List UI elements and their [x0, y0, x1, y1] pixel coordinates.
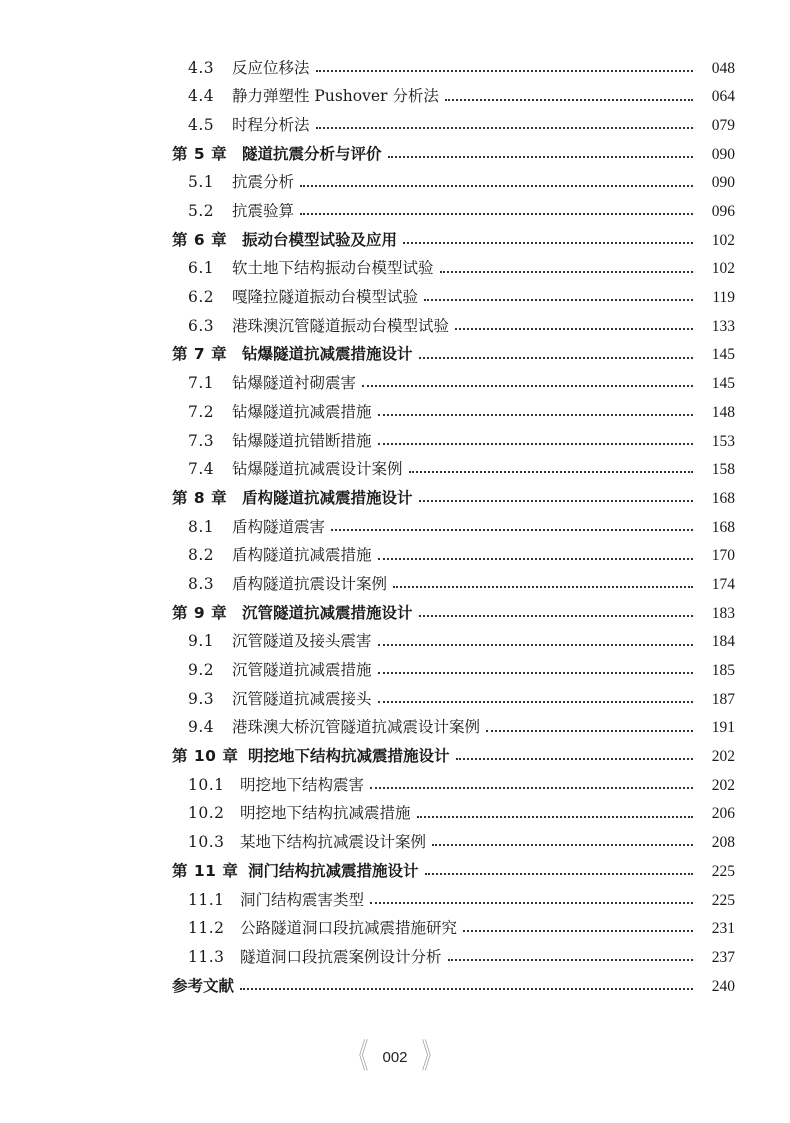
toc-section-entry[interactable] [0, 370, 790, 399]
dot-leader [403, 241, 693, 244]
toc-entry-page: 064 [711, 88, 735, 106]
toc-entry-number: 6.3 [188, 316, 215, 335]
toc-section-entry[interactable] [0, 943, 790, 972]
toc-entry-page: 133 [711, 317, 735, 335]
toc-entry-title: 振动台模型试验及应用 [242, 230, 398, 249]
toc-entry-title: 静力弹塑性 Pushover 分析法 [232, 87, 439, 106]
dot-leader [456, 757, 693, 760]
dot-leader [409, 470, 693, 473]
toc-entry-number: 8.3 [188, 574, 215, 593]
toc-entry-number: 第 8 章 [172, 488, 228, 507]
dot-leader [316, 126, 693, 129]
toc-entry-title: 港珠澳大桥沉管隧道抗减震设计案例 [232, 718, 481, 737]
toc-section-entry[interactable] [0, 685, 790, 714]
toc-entry-title: 盾构隧道抗减震措施 [232, 546, 372, 565]
dot-leader [424, 298, 693, 301]
toc-entry-title: 隧道洞口段抗震案例设计分析 [240, 947, 442, 966]
toc-section-entry[interactable] [0, 915, 790, 944]
toc-entry-title: 抗震分析 [232, 173, 295, 192]
toc-entry-page: 184 [711, 633, 735, 651]
dot-leader [432, 843, 693, 846]
dot-leader [240, 987, 693, 990]
toc-entry-page: 191 [711, 719, 735, 737]
toc-entry-number: 4.4 [188, 87, 215, 106]
toc-entry-page: 183 [711, 604, 735, 622]
toc-entry-page: 206 [711, 805, 735, 823]
toc-entry-page: 168 [711, 489, 735, 507]
dot-leader [440, 270, 693, 273]
dot-leader [378, 442, 693, 445]
toc-entry-number: 第 10 章 [172, 747, 239, 766]
toc-section-entry[interactable] [0, 886, 790, 915]
toc-entry-title: 港珠澳沉管隧道振动台模型试验 [232, 316, 450, 335]
dot-leader [316, 69, 693, 72]
toc-entry-title: 钻爆隧道衬砌震害 [232, 374, 357, 393]
toc-entry-page: 102 [711, 231, 735, 249]
toc-entry-number: 6.1 [188, 259, 215, 278]
dot-leader [463, 929, 693, 932]
toc-entry-page: 240 [711, 977, 735, 995]
dot-leader [419, 614, 693, 617]
dot-leader [362, 384, 693, 387]
toc-entry-number: 4.5 [188, 115, 215, 134]
toc-chapter-entry[interactable] [0, 140, 790, 169]
toc-entry-page: 148 [711, 403, 735, 421]
toc-entry-title: 沉管隧道抗减震措施设计 [242, 603, 413, 622]
toc-section-entry[interactable] [0, 255, 790, 284]
toc-section-entry[interactable] [0, 456, 790, 485]
toc-entry-page: 153 [711, 432, 735, 450]
toc-entry-page: 208 [711, 834, 735, 852]
toc-chapter-entry[interactable] [0, 857, 790, 886]
toc-entry-page: 174 [711, 575, 735, 593]
toc-entry-title: 盾构隧道抗震设计案例 [232, 574, 388, 593]
toc-entry-references[interactable] [0, 972, 790, 1001]
toc-entry-page: 096 [711, 203, 735, 221]
toc-entry-title: 明挖地下结构抗减震措施 [240, 804, 411, 823]
toc-section-entry[interactable] [0, 111, 790, 140]
toc-entry-number: 7.4 [188, 460, 215, 479]
toc-chapter-entry[interactable] [0, 341, 790, 370]
toc-chapter-entry[interactable] [0, 599, 790, 628]
toc-entry-page: 185 [711, 662, 735, 680]
toc-entry-title: 某地下结构抗减震设计案例 [240, 833, 427, 852]
toc-section-entry[interactable] [0, 83, 790, 112]
toc-entry-page: 225 [711, 891, 735, 909]
toc-entry-number: 5.1 [188, 173, 215, 192]
toc-entry-title: 盾构隧道抗减震措施设计 [242, 488, 413, 507]
toc-entry-number: 5.2 [188, 202, 215, 221]
toc-entry-number: 9.1 [188, 632, 215, 651]
dot-leader [378, 671, 693, 674]
toc-entry-number: 9.2 [188, 661, 215, 680]
toc-entry-page: 202 [711, 748, 735, 766]
toc-entry-page: 102 [711, 260, 735, 278]
toc-entry-title: 钻爆隧道抗减震措施 [232, 402, 372, 421]
toc-entry-title: 隧道抗震分析与评价 [242, 144, 382, 163]
dot-leader [393, 585, 693, 588]
toc-entry-title: 盾构隧道震害 [232, 517, 326, 536]
toc-section-entry[interactable] [0, 570, 790, 599]
toc-entry-title: 明挖地下结构抗减震措施设计 [248, 747, 450, 766]
toc-section-entry[interactable] [0, 829, 790, 858]
toc-section-entry[interactable] [0, 312, 790, 341]
toc-entry-number: 8.2 [188, 546, 215, 565]
toc-section-entry[interactable] [0, 800, 790, 829]
toc-chapter-entry[interactable] [0, 226, 790, 255]
toc-section-entry[interactable] [0, 427, 790, 456]
toc-entry-number: 7.3 [188, 431, 215, 450]
toc-entry-title: 反应位移法 [232, 58, 310, 77]
dot-leader [419, 499, 693, 502]
toc-entry-number: 第 9 章 [172, 603, 228, 622]
dot-leader [448, 958, 693, 961]
toc-entry-page: 237 [711, 948, 735, 966]
toc-section-entry[interactable] [0, 542, 790, 571]
toc-entry-page: 231 [711, 920, 735, 938]
toc-entry-page: 048 [711, 59, 735, 77]
dot-leader [300, 184, 693, 187]
toc-section-entry[interactable] [0, 656, 790, 685]
toc-entry-page: 187 [711, 690, 735, 708]
toc-entry-page: 158 [711, 461, 735, 479]
toc-entry-title: 沉管隧道抗减震接头 [232, 689, 372, 708]
toc-entry-title: 抗震验算 [232, 202, 295, 221]
toc-entry-number: 10.1 [188, 775, 225, 794]
toc-entry-number: 第 6 章 [172, 230, 228, 249]
dot-leader [378, 413, 693, 416]
toc-entry-number: 第 5 章 [172, 144, 228, 163]
toc-section-entry[interactable] [0, 513, 790, 542]
dot-leader [388, 155, 693, 158]
toc-section-entry[interactable] [0, 628, 790, 657]
dot-leader [425, 872, 693, 875]
toc-section-entry[interactable] [0, 197, 790, 226]
toc-section-entry[interactable] [0, 284, 790, 313]
toc-chapter-entry[interactable] [0, 484, 790, 513]
dot-leader [378, 700, 693, 703]
toc-entry-page: 168 [711, 518, 735, 536]
toc-entry-page: 170 [711, 547, 735, 565]
toc-entry-number: 10.2 [188, 804, 225, 823]
toc-entry-page: 145 [711, 346, 735, 364]
dot-leader [378, 643, 693, 646]
dot-leader [300, 212, 693, 215]
toc-entry-page: 079 [711, 116, 735, 134]
toc-entry-title: 洞门结构抗减震措施设计 [248, 861, 419, 880]
toc-section-entry[interactable] [0, 169, 790, 198]
toc-entry-page: 090 [711, 174, 735, 192]
left-ornament-icon: 《 [350, 1037, 369, 1077]
dot-leader [445, 98, 693, 101]
toc-entry-number: 6.2 [188, 288, 215, 307]
toc-entry-page: 225 [711, 862, 735, 880]
table-of-contents [0, 54, 790, 1001]
toc-entry-title: 钻爆隧道抗减震设计案例 [232, 460, 403, 479]
toc-entry-number: 第 11 章 [172, 861, 239, 880]
toc-entry-title: 软土地下结构振动台模型试验 [232, 259, 434, 278]
toc-section-entry[interactable] [0, 714, 790, 743]
toc-entry-title: 嘎隆拉隧道振动台模型试验 [232, 288, 419, 307]
toc-entry-number: 第 7 章 [172, 345, 228, 364]
toc-entry-title: 洞门结构震害类型 [240, 890, 365, 909]
toc-entry-page: 119 [712, 289, 735, 307]
toc-entry-page: 145 [711, 375, 735, 393]
dot-leader [370, 901, 693, 904]
toc-entry-title: 明挖地下结构震害 [240, 775, 365, 794]
toc-entry-page: 202 [711, 776, 735, 794]
dot-leader [455, 327, 693, 330]
toc-entry-number: 11.3 [188, 947, 225, 966]
toc-entry-number: 9.3 [188, 689, 215, 708]
toc-entry-number: 10.3 [188, 833, 225, 852]
page-number: 002 [382, 1048, 408, 1066]
toc-section-entry[interactable] [0, 54, 790, 83]
toc-entry-number: 4.3 [188, 58, 215, 77]
toc-entry-number: 7.1 [188, 374, 215, 393]
toc-entry-title: 沉管隧道及接头震害 [232, 632, 372, 651]
toc-entry-title: 公路隧道洞口段抗减震措施研究 [240, 919, 458, 938]
dot-leader [331, 528, 693, 531]
dot-leader [417, 815, 693, 818]
dot-leader [378, 557, 693, 560]
dot-leader [486, 729, 693, 732]
toc-entry-number: 7.2 [188, 402, 215, 421]
page-footer [0, 1037, 790, 1077]
toc-entry-number: 9.4 [188, 718, 215, 737]
toc-chapter-entry[interactable] [0, 743, 790, 772]
toc-entry-title: 参考文献 [172, 976, 235, 995]
toc-entry-title: 钻爆隧道抗减震措施设计 [242, 345, 413, 364]
dot-leader [419, 356, 693, 359]
toc-entry-page: 090 [711, 145, 735, 163]
toc-entry-title: 钻爆隧道抗错断措施 [232, 431, 372, 450]
toc-entry-number: 11.1 [188, 890, 225, 909]
dot-leader [370, 786, 693, 789]
toc-entry-title: 时程分析法 [232, 115, 310, 134]
toc-entry-title: 沉管隧道抗减震措施 [232, 661, 372, 680]
toc-section-entry[interactable] [0, 771, 790, 800]
right-ornament-icon: 》 [421, 1037, 440, 1077]
toc-entry-number: 11.2 [188, 919, 225, 938]
toc-section-entry[interactable] [0, 398, 790, 427]
toc-entry-number: 8.1 [188, 517, 215, 536]
